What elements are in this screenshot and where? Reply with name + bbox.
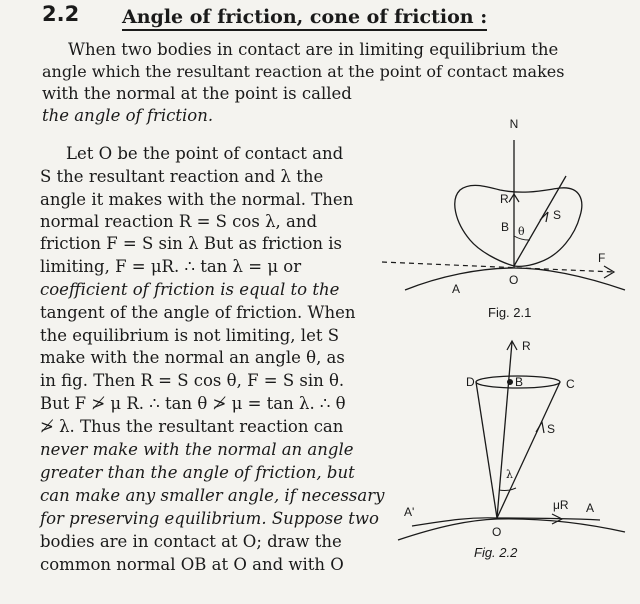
- text-line: angle which the resultant reaction at the point of contact makes: [42, 62, 565, 81]
- text-line: greater than the angle of friction, but: [40, 463, 355, 482]
- text-line: coefficient of friction is equal to the: [40, 280, 340, 299]
- label-A-prime: A': [404, 505, 415, 519]
- label-S: S: [547, 422, 556, 436]
- figure-caption: Fig. 2.1: [488, 305, 532, 320]
- label-A: A: [586, 501, 595, 515]
- text-line: for preserving equilibrium. Suppose two: [40, 509, 379, 528]
- label-theta: θ: [518, 225, 525, 238]
- text-line: in fig. Then R = S cos θ, F = S sin θ.: [40, 371, 345, 390]
- figure-caption: Fig. 2.2: [474, 545, 518, 560]
- label-A: A: [452, 282, 461, 296]
- label-C: C: [566, 377, 575, 391]
- text-line: Let O be the point of contact and: [66, 144, 344, 163]
- text-line: limiting, F = μR. ∴ tan λ = μ or: [40, 257, 302, 276]
- text-line: make with the normal an angle θ, as: [40, 348, 345, 367]
- text-line: the equilibrium is not limiting, let S: [40, 326, 340, 345]
- upper-surface: [398, 519, 625, 540]
- label-B: B: [515, 375, 524, 389]
- text-line: But F ≯ μ R. ∴ tan θ ≯ μ = tan λ. ∴ θ: [40, 394, 346, 413]
- figure-2-1: [382, 117, 625, 296]
- figure-2-2: [398, 339, 625, 540]
- text-line: can make any smaller angle, if necessary: [40, 486, 385, 505]
- label-F: F: [598, 251, 606, 265]
- label-R: R: [500, 192, 509, 206]
- section-title: Angle of friction, cone of friction :: [122, 6, 487, 31]
- section-number: 2.2: [42, 2, 80, 26]
- text-line: never make with the normal an angle: [40, 440, 354, 459]
- point-B: [507, 379, 513, 385]
- text-line: ≯ λ. Thus the resultant reaction can: [40, 417, 344, 436]
- text-line: tangent of the angle of friction. When: [40, 303, 356, 322]
- text-line: common normal OB at O and with O: [40, 555, 344, 574]
- text-line: with the normal at the point is called: [42, 84, 352, 103]
- text-line: angle it makes with the normal. Then: [40, 190, 354, 209]
- text-line: S the resultant reaction and λ the: [40, 167, 324, 186]
- label-O: O: [492, 525, 502, 539]
- label-muR: μR: [553, 498, 569, 512]
- label-D: D: [466, 375, 475, 389]
- label-R: R: [522, 339, 531, 353]
- text-line: friction F = S sin λ But as friction is: [40, 234, 343, 253]
- text-line: normal reaction R = S cos λ, and: [40, 212, 318, 231]
- text-line: When two bodies in contact are in limiting equilibrium the: [68, 40, 559, 59]
- lambda-arc: [499, 488, 516, 491]
- label-O: O: [509, 273, 519, 287]
- text-line: bodies are in contact at O; draw the: [40, 532, 342, 551]
- label-N: N: [509, 117, 519, 131]
- label-lambda: λ: [506, 468, 513, 481]
- tangent-line: [382, 262, 615, 272]
- cone-side-left: [476, 382, 497, 518]
- label-B: B: [501, 220, 510, 234]
- text-line: the angle of friction.: [42, 106, 214, 125]
- label-S: S: [553, 208, 562, 222]
